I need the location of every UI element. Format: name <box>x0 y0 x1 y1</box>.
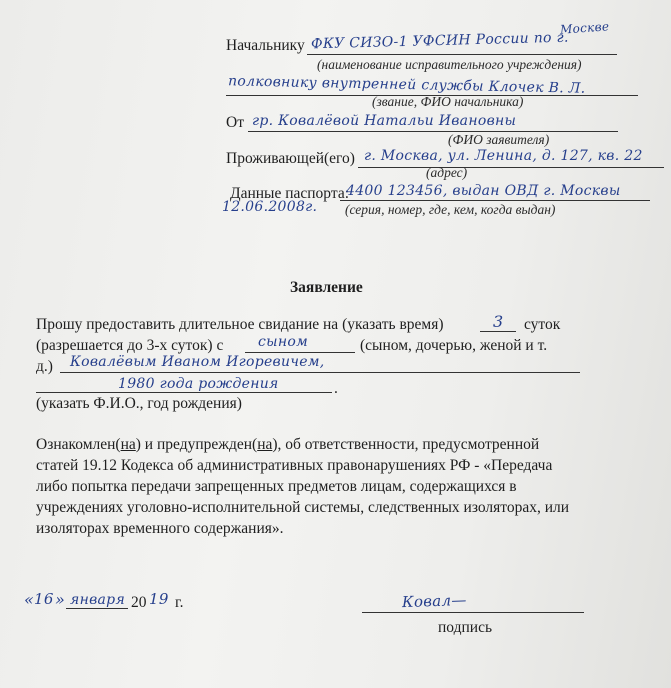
notice-l1-na1: на <box>120 436 136 453</box>
relation-underline <box>245 352 355 353</box>
from-label: От <box>226 114 244 131</box>
address-label: Проживающей(его) <box>226 150 355 167</box>
from-value: гр. Ковалёвой Натальи Ивановны <box>252 113 517 129</box>
to-hint: (наименование исправительного учреждения) <box>317 57 582 72</box>
month-underline <box>66 608 128 609</box>
chief-hint: (звание, ФИО начальника) <box>372 94 524 109</box>
request-line1-a: Прошу предоставить длительное свидание на (указать время) <box>36 316 444 333</box>
date-quote-open: « <box>24 590 35 609</box>
signature-value: Ковал— <box>401 590 467 612</box>
notice-line5: изоляторах временного содержания». <box>36 520 284 537</box>
person-value: Ковалёвым Иваном Игоревичем, <box>70 354 325 370</box>
request-line2-b: (сыном, дочерью, женой и т. <box>360 337 548 354</box>
document-title: Заявление <box>290 279 363 296</box>
notice-line1 <box>36 437 539 453</box>
birth-underline <box>36 392 332 393</box>
from-underline <box>248 131 618 132</box>
person-underline <box>60 372 580 373</box>
notice-l1-a: Ознакомлен( <box>36 436 121 453</box>
passport-underline <box>340 200 650 201</box>
passport-hint: (серия, номер, где, кем, когда выдан) <box>345 202 556 217</box>
to-value: ФКУ СИЗО-1 УФСИН России по г. <box>310 29 569 53</box>
notice-line4: учреждениях уголовно-исполнительной системы, следственных изоляторах, или <box>36 499 570 516</box>
to-label: Начальнику <box>226 37 305 54</box>
days-underline <box>480 331 516 332</box>
request-line1-b: суток <box>524 316 561 333</box>
birth-value: 1980 года рождения <box>118 376 279 392</box>
notice-l1-na2: на <box>257 436 273 453</box>
notice-line3: либо попытка передачи запрещенных предметов лицам, содержащихся в <box>36 478 517 495</box>
signature-underline <box>362 612 584 613</box>
days-value: 3 <box>493 312 504 331</box>
date-year-prefix: 20 <box>131 594 147 611</box>
date-day: 16 <box>34 590 54 608</box>
notice-line2: статей 19.12 Кодекса об административных правонарушениях РФ - «Передача <box>36 457 553 474</box>
request-line3-prefix: д.) <box>36 358 53 375</box>
chief-value: полковнику внутренней службы Клочек В. Л. <box>227 73 586 97</box>
date-quote-close: » <box>55 590 66 609</box>
request-line2-a: (разрешается до 3-х суток) с <box>36 337 224 354</box>
request-hint: (указать Ф.И.О., год рождения) <box>36 395 242 412</box>
address-value: г. Москва, ул. Ленина, д. 127, кв. 22 <box>364 148 643 164</box>
to-value-city: Москве <box>559 19 610 37</box>
address-underline <box>358 167 664 168</box>
to-underline <box>307 54 617 55</box>
date-year-suffix: 19 <box>149 590 169 608</box>
request-line4-suffix: . <box>334 380 338 397</box>
passport-label: Данные паспорта: <box>230 185 350 202</box>
notice-l1-b: ) и предупрежден( <box>135 436 258 453</box>
address-hint: (адрес) <box>426 165 468 180</box>
from-hint: (ФИО заявителя) <box>448 132 550 147</box>
passport-value-1: 4400 123456, выдан ОВД г. Москвы <box>346 183 621 199</box>
passport-value-2: 12.06.2008г. <box>222 199 318 215</box>
date-month: января <box>70 592 126 608</box>
date-year-label: г. <box>175 594 184 611</box>
signature-label: подпись <box>438 619 493 636</box>
relation-value: сыном <box>258 334 309 350</box>
notice-l1-c: ), об ответственности, предусмотренной <box>272 436 540 453</box>
